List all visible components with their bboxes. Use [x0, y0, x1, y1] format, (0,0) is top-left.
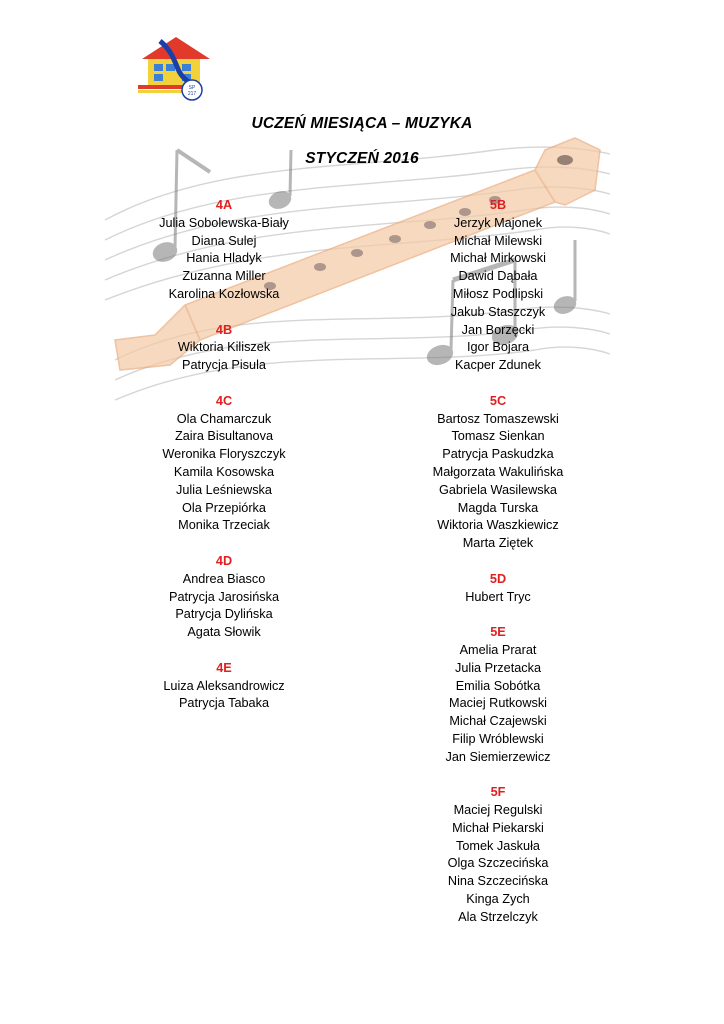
class-heading: 5B	[489, 198, 507, 212]
left-column	[104, 197, 344, 731]
student-name: Andrea Biasco	[182, 571, 266, 586]
student-name: Michał Mirkowski	[450, 251, 546, 266]
student-name: Filip Wróblewski	[452, 731, 544, 746]
class-heading: 4D	[215, 553, 233, 568]
student-name: Patrycja Jarosińska	[169, 589, 279, 604]
student-name: Julia Sobolewska-Biały	[159, 215, 289, 230]
class-heading: 5C	[489, 393, 507, 408]
student-name: Jakub Staszczyk	[450, 304, 546, 319]
student-name: Wiktoria Waszkiewicz	[437, 518, 559, 533]
page-subtitle: STYCZEŃ 2016	[305, 150, 419, 167]
student-name: Kacper Zdunek	[454, 358, 542, 373]
class-group-5e	[378, 624, 618, 766]
student-name: Bartosz Tomaszewski	[437, 411, 559, 426]
student-name: Zuzanna Miller	[182, 269, 266, 284]
student-name: Kinga Zych	[466, 892, 530, 907]
logo-text-number: 217	[187, 91, 197, 97]
student-name: Zaira Bisultanova	[174, 429, 274, 444]
student-name: Maciej Regulski	[453, 803, 543, 818]
class-heading: 4C	[215, 393, 233, 408]
class-group-4c	[104, 393, 344, 535]
class-group-4a	[104, 197, 344, 304]
student-name: Monika Trzeciak	[178, 518, 270, 533]
student-name: Małgorzata Wakulińska	[432, 464, 564, 479]
student-name: Jan Siemierzewicz	[445, 749, 551, 764]
student-name: Tomek Jaskuła	[456, 838, 540, 853]
student-name: Magda Turska	[457, 500, 539, 515]
student-name: Weronika Floryszczyk	[162, 447, 286, 462]
student-name: Tomasz Sienkan	[451, 429, 545, 444]
student-name: Emilia Sobótka	[455, 678, 541, 693]
class-group-4b	[104, 304, 344, 375]
school-logo	[138, 35, 214, 101]
student-name: Marta Ziętek	[462, 536, 534, 551]
student-name: Ola Chamarczuk	[176, 411, 272, 426]
class-group-5d	[378, 571, 618, 607]
class-heading: 4E	[216, 660, 232, 675]
student-name: Hubert Tryc	[465, 589, 531, 604]
student-name: Ola Przepiórka	[182, 500, 266, 515]
student-name: Jerzyk Majonek	[453, 215, 543, 230]
student-name: Olga Szczecińska	[447, 856, 549, 871]
student-name: Michał Piekarski	[452, 820, 544, 835]
right-column	[378, 197, 618, 927]
student-name: Michał Czajewski	[449, 714, 547, 729]
student-name: Igor Bojara	[466, 340, 530, 355]
student-name: Julia Leśniewska	[176, 482, 272, 497]
student-name: Karolina Kozłowska	[168, 286, 280, 301]
student-name: Hania Hladyk	[186, 251, 262, 266]
student-name: Ala Strzelczyk	[458, 909, 538, 924]
class-group-4e	[104, 660, 344, 713]
class-group-4d	[104, 553, 344, 642]
class-heading: 5D	[489, 571, 507, 586]
student-name: Wiktoria Kiliszek	[177, 340, 271, 355]
student-name: Luiza Aleksandrowicz	[163, 678, 285, 693]
class-heading: 5F	[490, 785, 506, 800]
student-name: Patrycja Pisula	[182, 358, 266, 373]
student-name: Julia Przetacka	[454, 660, 542, 675]
student-name: Maciej Rutkowski	[449, 696, 547, 711]
class-group-5c	[378, 393, 618, 553]
class-heading: 4A	[215, 198, 233, 212]
student-name: Patrycja Dylińska	[175, 607, 273, 622]
student-name: Diana Sulej	[191, 233, 257, 248]
student-name: Agata Słowik	[187, 625, 261, 640]
logo-text-sp: SP	[188, 85, 196, 91]
class-group-5f	[378, 784, 618, 926]
student-name: Michał Milewski	[453, 233, 543, 248]
class-heading: 5E	[490, 625, 506, 640]
student-name: Kamila Kosowska	[173, 464, 275, 479]
student-name: Nina Szczecińska	[447, 874, 549, 889]
student-name: Patrycja Tabaka	[178, 696, 270, 711]
student-name: Patrycja Paskudzka	[442, 447, 554, 462]
student-name: Jan Borzęcki	[461, 322, 535, 337]
class-group-5b	[378, 197, 618, 375]
class-heading: 4B	[215, 322, 233, 337]
student-name: Gabriela Wasilewska	[439, 482, 557, 497]
student-name: Miłosz Podlipski	[452, 286, 544, 301]
page-title: UCZEŃ MIESIĄCA – MUZYKA	[251, 115, 473, 132]
student-name: Amelia Prarat	[459, 642, 537, 657]
student-name: Dawid Dąbała	[458, 269, 538, 284]
